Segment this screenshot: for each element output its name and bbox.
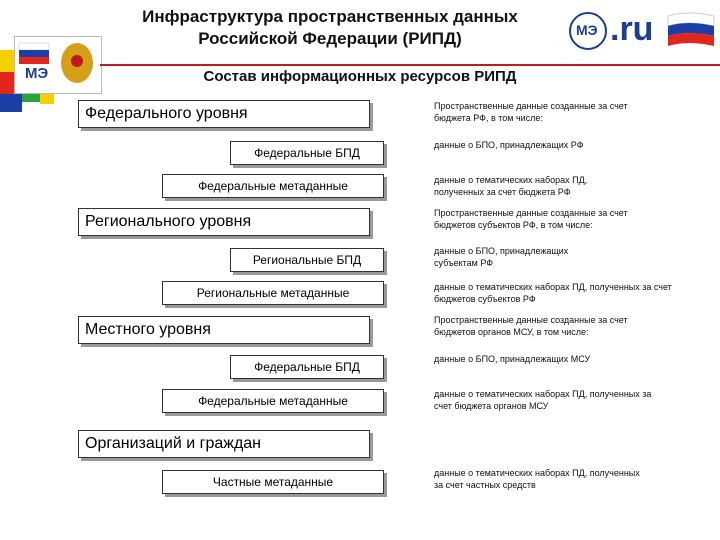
level-orgs-box	[78, 430, 370, 458]
level-federal-note: Пространственные данные созданные за счет бюджета РФ, в том числе:	[434, 101, 628, 123]
regional-metadata-box	[162, 281, 384, 305]
regional-metadata-label: Региональные метаданные	[196, 286, 350, 300]
local-bpd-box	[230, 355, 384, 379]
local-bpd-label: Федеральные БПД	[254, 360, 360, 374]
federal-bpd-note: данные о БПО, принадлежащих РФ	[434, 140, 584, 150]
private-metadata-label: Частные метаданные	[212, 475, 334, 489]
ru-domain-text: .ru	[610, 10, 654, 48]
level-regional-label: Регионального уровня	[85, 213, 252, 230]
regional-bpd-note: данные о БПО, принадлежащих субъектам РФ	[434, 246, 569, 268]
federal-bpd-label: Федеральные БПД	[254, 146, 360, 160]
title-line-1: Инфраструктура пространственных данных	[142, 7, 518, 26]
level-federal-label: Федерального уровня	[85, 105, 248, 122]
page-title	[60, 6, 600, 50]
local-bpd-note: данные о БПО, принадлежащих МСУ	[434, 354, 591, 364]
left-logo-text: МЭ	[25, 65, 49, 82]
regional-metadata-note: данные о тематических наборах ПД, полученных за счет бюджетов субъектов РФ	[434, 282, 672, 304]
level-local-box	[78, 316, 370, 344]
federal-metadata-box	[162, 174, 384, 198]
level-regional-box	[78, 208, 370, 236]
regional-bpd-label: Региональные БПД	[252, 253, 362, 267]
decor-square-blue	[0, 94, 22, 112]
page-subtitle: Состав информационных ресурсов РИПД	[203, 68, 517, 85]
right-logo-text: МЭ	[576, 22, 598, 38]
federal-metadata-note: данные о тематических наборах ПД, полученных за счет бюджета РФ	[434, 175, 588, 197]
federal-metadata-label: Федеральные метаданные	[198, 179, 348, 193]
header-divider	[100, 64, 720, 66]
level-local-label: Местного уровня	[85, 321, 211, 338]
level-federal-box	[78, 100, 370, 128]
title-line-2: Российской Федерации (РИПД)	[198, 29, 462, 48]
private-metadata-note: данные о тематических наборах ПД, полученных за счет частных средств	[434, 468, 640, 490]
decor-square-yellow-small	[40, 94, 54, 104]
local-metadata-label: Федеральные метаданные	[198, 394, 348, 408]
level-local-note: Пространственные данные созданные за счет бюджетов органов МСУ, в том числе:	[434, 315, 628, 337]
regional-bpd-box	[230, 248, 384, 272]
local-metadata-box	[162, 389, 384, 413]
local-metadata-note: данные о тематических наборах ПД, полученных за счет бюджета органов МСУ	[434, 389, 652, 411]
ministry-logo-right	[568, 8, 716, 54]
level-orgs-label: Организаций и граждан	[85, 435, 262, 452]
federal-bpd-box	[230, 141, 384, 165]
private-metadata-box	[162, 470, 384, 494]
level-regional-note: Пространственные данные созданные за счет бюджетов субъектов РФ, в том числе:	[434, 208, 628, 230]
